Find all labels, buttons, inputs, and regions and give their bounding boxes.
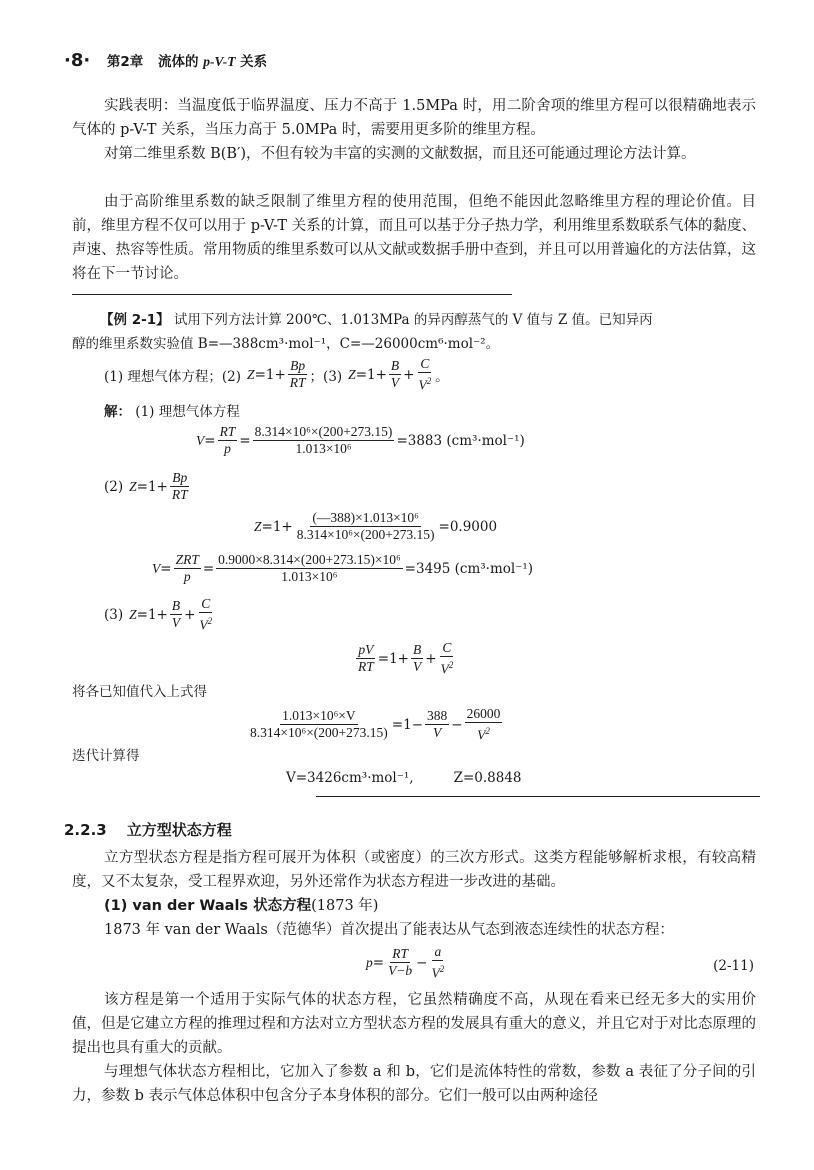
equation-number: (2-11) (713, 958, 754, 974)
eq3-numerator: 0.9000×8.314×(200+273.15)×10⁶ (218, 552, 401, 567)
subsection-year: (1873 年) (311, 898, 379, 914)
paragraph: 由于高阶维里系数的缺乏限制了维里方程的使用范围，但绝不能因此忽略维里方程的理论价值。目前，维里方程不仅可以用于 p-V-T 关系的计算，而且可以基于分子热力学，利用维里系数联系气体的黏度、声速、热容等性质。常用物质的维里系数可以从文献或数据手册中查到，并且可以用普遍化的方法估算，这将在下一节讨论。 (72, 194, 756, 282)
eq5-coef2: 26000 (466, 706, 501, 721)
sol2-line: (2) Z =1+ $\frac{Bp}{RT}$ (104, 470, 188, 502)
paragraph: 对第二维里系数 B(B′)，不但有较为丰富的实测的文献数据，而且还可能通过理论方法计算。 (104, 146, 696, 162)
substitute-text: 将各已知值代入上式得 (72, 684, 207, 700)
equation-3: V = $\frac{\text{ZRT}}{p}$ = $\frac{\text{0.9000×8.314×(200+273.15)×10⁶}}{\text{1.013×10⁶}}$ =3495 (cm³·mol⁻¹) (152, 552, 534, 584)
methods-text-3: ；(3) (309, 368, 343, 385)
sol3-line: (3) Z =1+ $\frac{B}{V}$ + $\frac{C}{V^2}$ (104, 596, 213, 633)
solution-label: 解： (104, 404, 131, 420)
final-v: V=3426cm³·mol⁻¹, (286, 770, 414, 786)
sol3-label: (3) (104, 606, 124, 623)
eq1-numerator: 8.314×10⁶×(200+273.15) (254, 424, 393, 439)
eq5-coef1: 388 (427, 708, 448, 724)
methods-line: (1) 理想气体方程；(2) Z =1+ $\frac{Bp}{RT}$ ；(3) Z =1+ $\frac{B}{V}$ + $\frac{C}{V^2}$ 。 (104, 356, 449, 393)
example-problem-line2: 醇的维里系数实验值 B=—388cm³·mol⁻¹，C=—26000cm⁶·mol⁻²。 (72, 336, 500, 352)
page-header (64, 50, 267, 71)
eq1-denominator: 1.013×10⁶ (295, 441, 352, 456)
chapter-title-prefix: 流体的 (158, 54, 199, 70)
sol2-label: (2) (104, 478, 124, 495)
final-z: Z=0.8848 (453, 770, 522, 786)
solution-line (104, 400, 240, 424)
equation-1: V = $\frac{RT}{p}$ = $\frac{\text{8.314×10⁶×(200+273.15)}}{\text{1.013×10⁶}}$ =3883 (cm³·mol⁻¹) (196, 424, 525, 456)
section-number: 2.2.3 (64, 821, 107, 839)
chapter-title-suffix: 关系 (240, 54, 268, 70)
page-number: ·8· (64, 50, 91, 71)
eq2-result: =0.9000 (438, 518, 498, 535)
paragraph: 实践表明：当温度低于临界温度、压力不高于 1.5MPa 时，用二阶舍项的维里方程可以很精确地表示气体的 p-V-T 关系，当压力高于 5.0MPa 时，需要用更多阶的维里方程。 (72, 98, 756, 138)
paragraph: 立方型状态方程是指方程可展开为体积（或密度）的三次方形式。这类方程能够解析求根，有较高精度，又不太复杂，受工程界欢迎，另外还常作为状态方程进一步改进的基础。 (72, 850, 756, 890)
chapter-label: 第2章 (106, 54, 144, 70)
section-heading (64, 819, 252, 840)
subsection-heading (72, 894, 756, 918)
paragraph: 与理想气体状态方程相比，它加入了参数 a 和 b，它们是流体特性的常数，参数 a 表征了分子间的引力，参数 b 表示气体总体积中包含分子本身体积的部分。它们一般可以由两种途径 (72, 1064, 756, 1104)
eq2-numerator: (—388)×1.013×10⁶ (312, 510, 419, 525)
equation-4: $\frac{pV}{RT}$ =1+ $\frac{B}{V}$ + $\frac{C}{V^2}$ (358, 640, 454, 677)
paragraph: 1873 年 van der Waals（范德华）首次提出了能表达从气态到液态连续性的状态方程： (104, 922, 674, 938)
eq3-denominator: 1.013×10⁶ (281, 569, 338, 584)
equation-5: $\frac{\text{1.013×10⁶×V}}{\text{8.314×10⁶×(200+273.15)}}$ =1− $\frac{388}{V}$ − $\frac{26000}{V^2}$ (250, 706, 501, 743)
sol1-label: (1) 理想气体方程 (135, 404, 240, 420)
section-title: 立方型状态方程 (126, 821, 232, 839)
example-problem-line1 (100, 308, 653, 332)
chapter-title-pvt: p-V-T (203, 54, 236, 69)
equation-2: Z =1+ $\frac{\text{(—388)×1.013×10⁶}}{\text{8.314×10⁶×(200+273.15)}}$ =0.9000 (254, 510, 498, 542)
eq1-result: =3883 (cm³·mol⁻¹) (396, 432, 525, 449)
final-result (286, 770, 522, 786)
methods-text: (1) 理想气体方程；(2) (104, 368, 242, 385)
eq3-result: =3495 (cm³·mol⁻¹) (404, 560, 534, 577)
eq5-numerator: 1.013×10⁶×V (282, 708, 356, 724)
eq2-denominator: 8.314×10⁶×(200+273.15) (296, 527, 435, 542)
subsection-label: (1) van der Waals 状态方程 (104, 898, 312, 914)
paragraph: 该方程是第一个适用于实际气体的状态方程，它虽然精确度不高，从现在看来已经无多大的实用价值，但是它建立方程的推理过程和方法对立方型状态方程的发展具有重大的意义，并且它对于对比态原理的提出也具有重大的贡献。 (72, 992, 756, 1056)
example-top-rule (72, 294, 512, 295)
problem-text: 试用下列方法计算 200℃、1.013MPa 的异丙醇蒸气的 V 值与 Z 值。已知异丙 (173, 312, 653, 328)
iterate-text: 迭代计算得 (72, 748, 140, 764)
eq5-denominator: 8.314×10⁶×(200+273.15) (250, 725, 388, 741)
example-label: 【例 2-1】 (100, 312, 170, 328)
example-bottom-rule (316, 796, 760, 797)
van-der-waals-equation: p = $\frac{RT}{V-b}$ − $\frac{a}{V^2}$ (366, 944, 445, 981)
